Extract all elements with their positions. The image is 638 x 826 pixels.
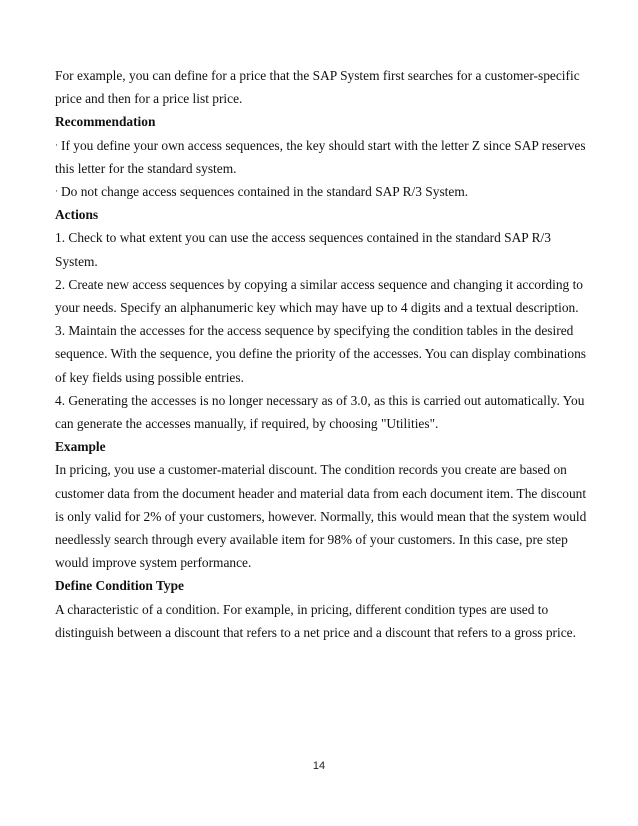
action-item-3: 3. Maintain the accesses for the access sequence by specifying the condition tables in the desired sequence. With the sequence, you define the priority of the accesses. You can display combinations of key fields using possible entries. [55, 323, 586, 385]
action-item-1: 1. Check to what extent you can use the access sequences contained in the standard SAP R/3 System. [55, 230, 551, 269]
actions-heading: Actions [55, 207, 99, 223]
intro-paragraph: For example, you can define for a price that the SAP System first searches for a customer-specific price and then for a price list price. [55, 68, 580, 107]
bullet-dot-icon: · [55, 186, 58, 197]
bullet-dot-icon: · [55, 139, 58, 150]
page-body [55, 64, 590, 644]
define-condition-type-heading: Define Condition Type [55, 578, 184, 594]
define-condition-type-paragraph: A characteristic of a condition. For example, in pricing, different condition types are used to distinguish between a discount that refers to a net price and a discount that refers to a gross price. [55, 601, 576, 640]
example-paragraph: In pricing, you use a customer-material discount. The condition records you create are based on customer data from the document header and material data from each document item. The discount is only valid for 2% of your customers, however. Normally, this would mean that the system would needlessly search through every available item for 98% of your customers. In this case, pre step would improve system performance. [55, 462, 587, 571]
bullet-text: Do not change access sequences contained in the standard SAP R/3 System. [61, 184, 469, 200]
action-item-4: 4. Generating the accesses is no longer necessary as of 3.0, as this is carried out automatically. You can generate the accesses manually, if required, by choosing "Utilities". [55, 392, 585, 432]
recommendation-bullet-1 [55, 134, 590, 180]
page-number: 14 [312, 760, 326, 772]
example-heading: Example [55, 439, 106, 455]
recommendation-heading: Recommendation [55, 114, 156, 130]
action-item-2: 2. Create new access sequences by copying a similar access sequence and changing it according to your needs. Specify an alphanumeric key which may have up to 4 digits and a textual description. [55, 276, 583, 316]
bullet-text: If you define your own access sequences, the key should start with the letter Z since SAP reserves this letter for the standard system. [55, 137, 586, 176]
recommendation-bullet-2 [55, 180, 590, 203]
